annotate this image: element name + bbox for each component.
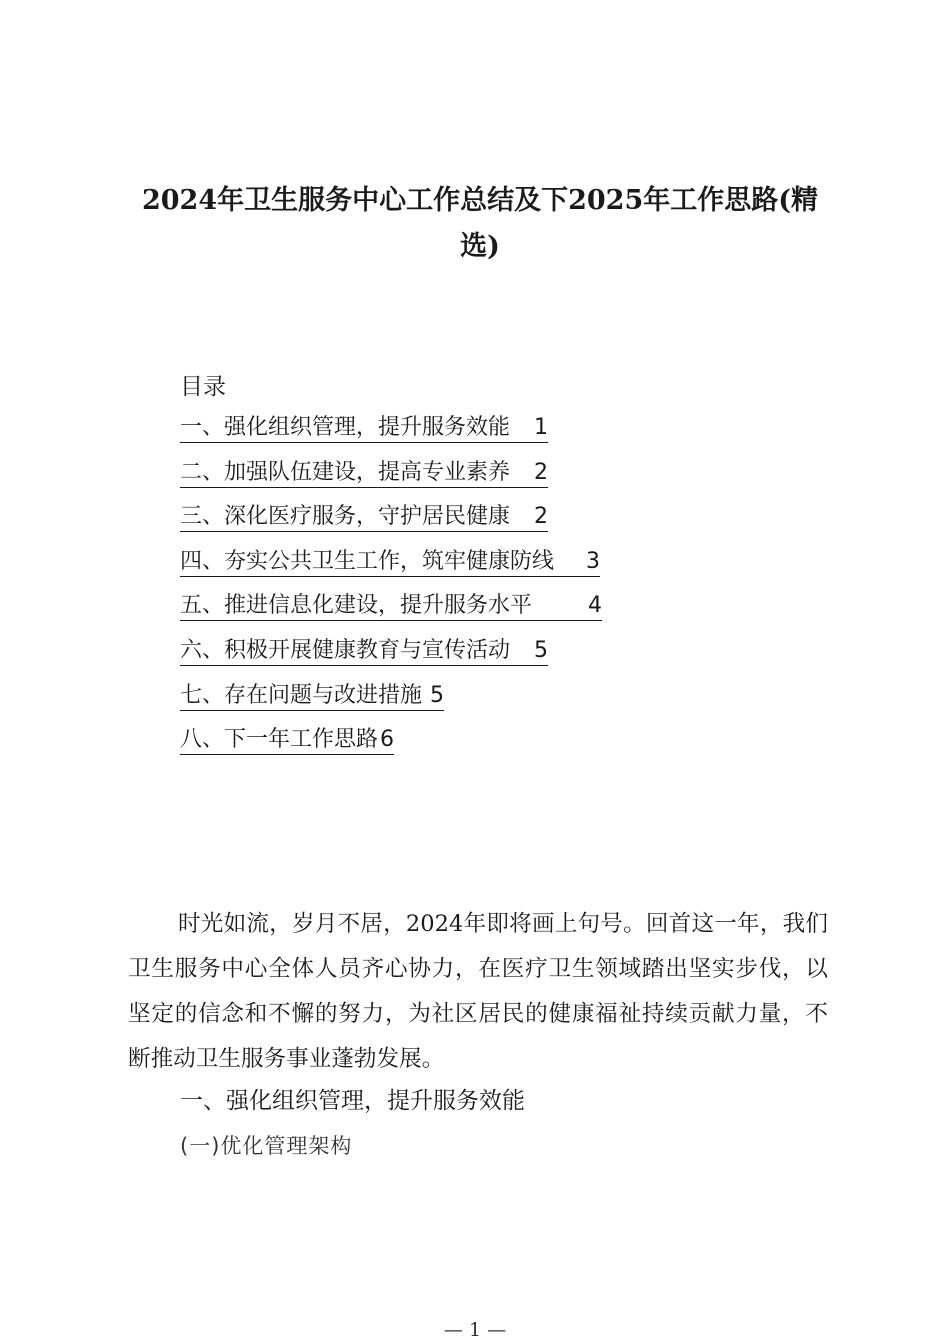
toc-item-7 [180,682,700,727]
toc-link-4[interactable] [180,548,600,577]
toc-item-1 [180,414,700,459]
toc-item-3 [180,503,700,548]
toc-item-page: 5 [430,682,445,708]
toc-link-2[interactable] [180,459,548,488]
toc-link-5[interactable] [180,592,602,621]
toc-item-5 [180,592,700,637]
toc-item-text: 五、推进信息化建设，提升服务水平 [180,593,533,619]
toc-link-7[interactable] [180,682,444,711]
toc-item-page: 2 [534,459,549,485]
toc-item-page: 4 [588,593,603,619]
page-number: — 1 — [443,1319,507,1341]
toc-item-text: 八、下一年工作思路 [180,727,379,753]
intro-paragraph: 时光如流，岁月不居，2024年即将画上句号。回首这一年，我们卫生服务中心全体人员齐心协力，在医疗卫生领域踏出坚实步伐，以坚定的信念和不懈的努力，为社区居民的健康福祉持续贡献力量，不断推动卫生服务事业蓬勃发展。 [128,911,828,1072]
toc-link-1[interactable] [180,414,548,443]
toc-item-text: 六、积极开展健康教育与宣传活动 [180,637,511,663]
toc-item-page: 5 [534,637,549,663]
document-title: 2024年卫生服务中心工作总结及下2025年工作思路(精选) [141,185,819,262]
toc-item-4 [180,548,700,593]
toc-item-page: 3 [586,548,601,574]
toc-item-text: 四、夯实公共卫生工作，筑牢健康防线 [180,548,555,574]
table-of-contents [180,414,700,771]
toc-item-6 [180,637,700,682]
toc-item-2 [180,459,700,504]
toc-item-text: 二、加强队伍建设，提高专业素养 [180,459,511,485]
toc-link-3[interactable] [180,503,548,532]
toc-heading: 目录 [180,374,226,400]
toc-item-8 [180,726,700,771]
toc-link-6[interactable] [180,637,548,666]
toc-item-text: 三、深化医疗服务，守护居民健康 [180,504,511,530]
subsection-heading: (一)优化管理架构 [180,1134,353,1158]
toc-item-page: 6 [380,727,395,753]
section-heading: 一、强化组织管理，提升服务效能 [180,1088,525,1114]
toc-link-8[interactable] [180,726,394,755]
toc-item-text: 一、强化组织管理，提升服务效能 [180,415,511,440]
toc-item-page: 2 [534,504,549,530]
toc-item-page: 1 [534,415,549,440]
toc-item-text: 七、存在问题与改进措施 [180,682,423,708]
